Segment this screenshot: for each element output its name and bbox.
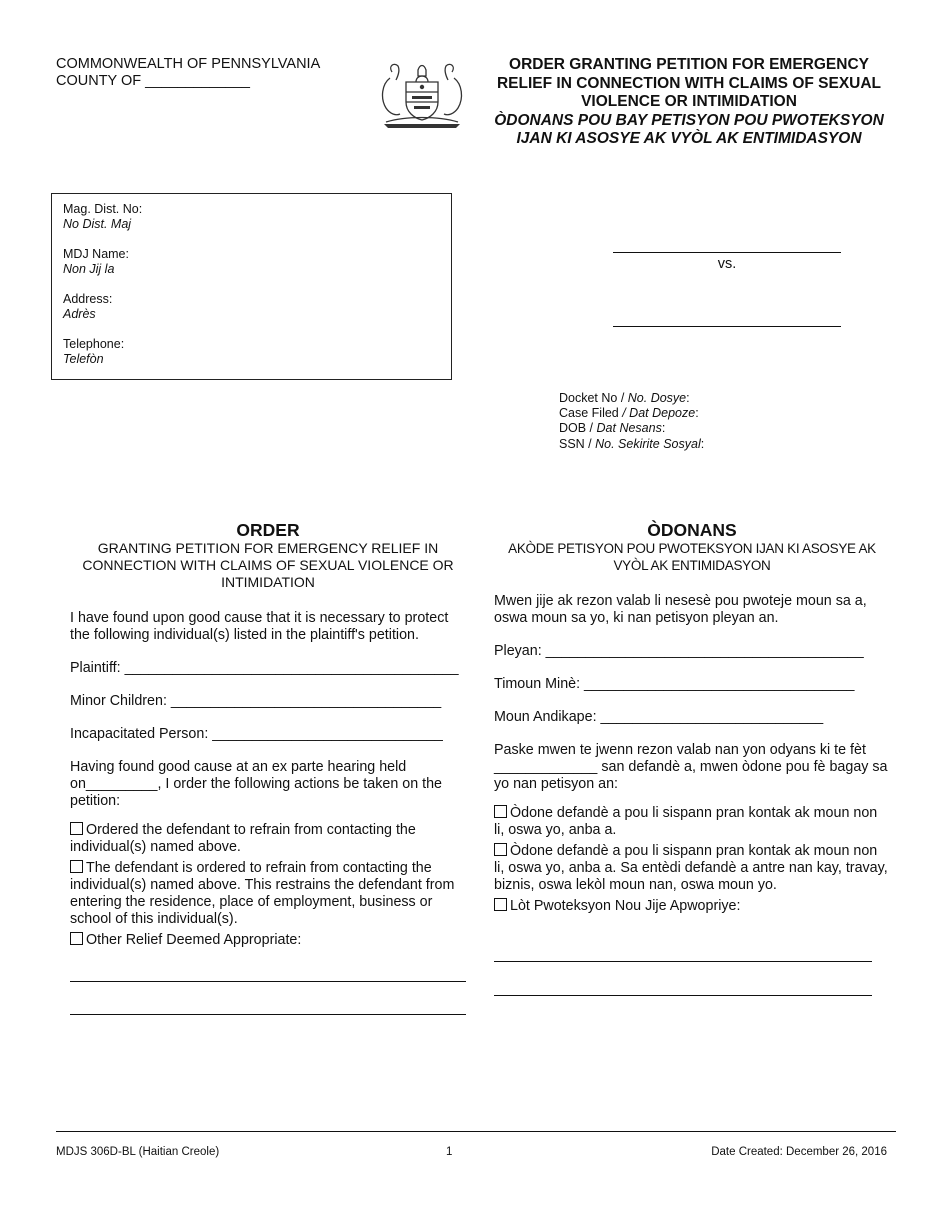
option-no-contact[interactable]: Ordered the defendant to refrain from contacting the individual(s) named above. — [70, 822, 416, 855]
checkbox-icon[interactable] — [494, 898, 507, 911]
odonans-heading: ÒDONANS — [647, 520, 737, 540]
order-subheading: GRANTING PETITION FOR EMERGENCY RELIEF IN CONNECTION WITH CLAIMS OF SEXUAL VIOLENCE OR INTIMIDATION — [82, 540, 454, 590]
opsyon-lot-pwoteksyon[interactable]: Lòt Pwoteksyon Nou Jije Apwopriye: — [494, 898, 890, 915]
english-order-column — [70, 520, 466, 1015]
plaintiff-name-line[interactable] — [613, 252, 841, 253]
checkbox-icon[interactable] — [494, 843, 507, 856]
option-other-relief[interactable]: Other Relief Deemed Appropriate: — [70, 932, 466, 949]
versus-label: vs. — [717, 256, 737, 272]
date-of-birth: DOB / Dat Nesans: — [559, 421, 666, 436]
lot-pwoteksyon-line-1[interactable] — [494, 961, 872, 962]
checkbox-icon[interactable] — [494, 805, 507, 818]
date-created: Date Created: December 26, 2016 — [711, 1146, 887, 1158]
ssn: SSN / No. Sekirite Sosyal: — [559, 436, 705, 451]
commonwealth-label: COMMONWEALTH OF PENNSYLVANIA — [56, 56, 321, 72]
pleyan-field[interactable]: Pleyan: ________________________________________ — [494, 643, 864, 659]
checkbox-icon[interactable] — [70, 932, 83, 945]
moun-andikape-field[interactable]: Moun Andikape: ____________________________ — [494, 709, 824, 725]
pennsylvania-seal-icon — [376, 58, 468, 130]
timoun-mine-field[interactable]: Timoun Minè: __________________________________ — [494, 676, 855, 692]
opsyon-restrain-entry[interactable]: Òdone defandè a pou li sispann pran kontak ak moun non li, oswa yo, anba a. Sa entèdi defandè a antre nan kay, travay, biznis, oswa lekòl moun nan, oswa moun yo. — [494, 843, 888, 893]
checkbox-icon[interactable] — [70, 822, 83, 835]
creole-order-column — [494, 520, 890, 996]
plaintiff-field[interactable]: Plaintiff: __________________________________________ — [70, 660, 459, 676]
incapacitated-person-field[interactable]: Incapacitated Person: _____________________________ — [70, 726, 443, 742]
mdj-name-field: MDJ Name: Non Jij la — [63, 247, 129, 276]
odonans-subheading: AKÒDE PETISYON POU PWOTEKSYON IJAN KI ASOSYE AK VYÒL AK ENTIMIDASYON — [508, 541, 876, 573]
opsyon-no-contact[interactable]: Òdone defandè a pou li sispann pran kontak ak moun non li, oswa yo, anba a. — [494, 805, 878, 838]
lot-pwoteksyon-line-2[interactable] — [494, 995, 872, 996]
title-english: ORDER GRANTING PETITION FOR EMERGENCY RELIEF IN CONNECTION WITH CLAIMS OF SEXUAL VIOLENCE OR INTIMIDATION — [496, 56, 882, 110]
minor-children-field[interactable]: Minor Children: __________________________________ — [70, 693, 442, 709]
other-relief-line-1[interactable] — [70, 981, 466, 982]
telephone-field: Telephone: Telefòn — [63, 337, 125, 366]
footer-divider — [56, 1131, 896, 1132]
hearing-statement: Having found good cause at an ex parte hearing held on_________, I order the following actions be taken on the petition: — [70, 759, 442, 809]
docket-number: Docket No / No. Dosye: — [559, 391, 690, 405]
court-info-box — [51, 193, 452, 380]
odonans-intro: Mwen jije ak rezon valab li nesesè pou pwoteje moun sa a, oswa moun sa yo, ki nan petisyon pleyan an. — [494, 593, 867, 626]
address-field: Address: Adrès — [63, 292, 113, 321]
order-intro: I have found upon good cause that it is necessary to protect the following individual(s) listed in the plaintiff's petition. — [70, 610, 449, 643]
form-number: MDJS 306D-BL (Haitian Creole) — [56, 1146, 220, 1158]
order-heading: ORDER — [236, 520, 300, 540]
odyans-statement: Paske mwen te jwenn rezon valab nan yon odyans ki te fèt _____________ san defandè a, mwen òdone pou fè bagay sa yo nan petisyon an: — [494, 742, 888, 792]
other-relief-line-2[interactable] — [70, 1014, 466, 1015]
checkbox-icon[interactable] — [70, 860, 83, 873]
document-title — [488, 56, 890, 149]
county-label: COUNTY OF _____________ — [56, 73, 250, 89]
docket-info — [559, 391, 704, 452]
defendant-name-line[interactable] — [613, 326, 841, 327]
page-number: 1 — [446, 1146, 453, 1158]
court-header — [56, 56, 320, 90]
title-creole: ÒDONANS POU BAY PETISYON POU PWOTEKSYON IJAN KI ASOSYE AK VYÒL AK ENTIMIDASYON — [494, 111, 884, 147]
option-restrain-entry[interactable]: The defendant is ordered to refrain from contacting the individual(s) named above. This restrains the defendant from entering the residence, place of employment, business or school of this individual(s). — [70, 860, 455, 927]
case-filed: Case Filed / Dat Depoze: — [559, 406, 699, 421]
mag-dist-field: Mag. Dist. No: No Dist. Maj — [63, 202, 143, 231]
